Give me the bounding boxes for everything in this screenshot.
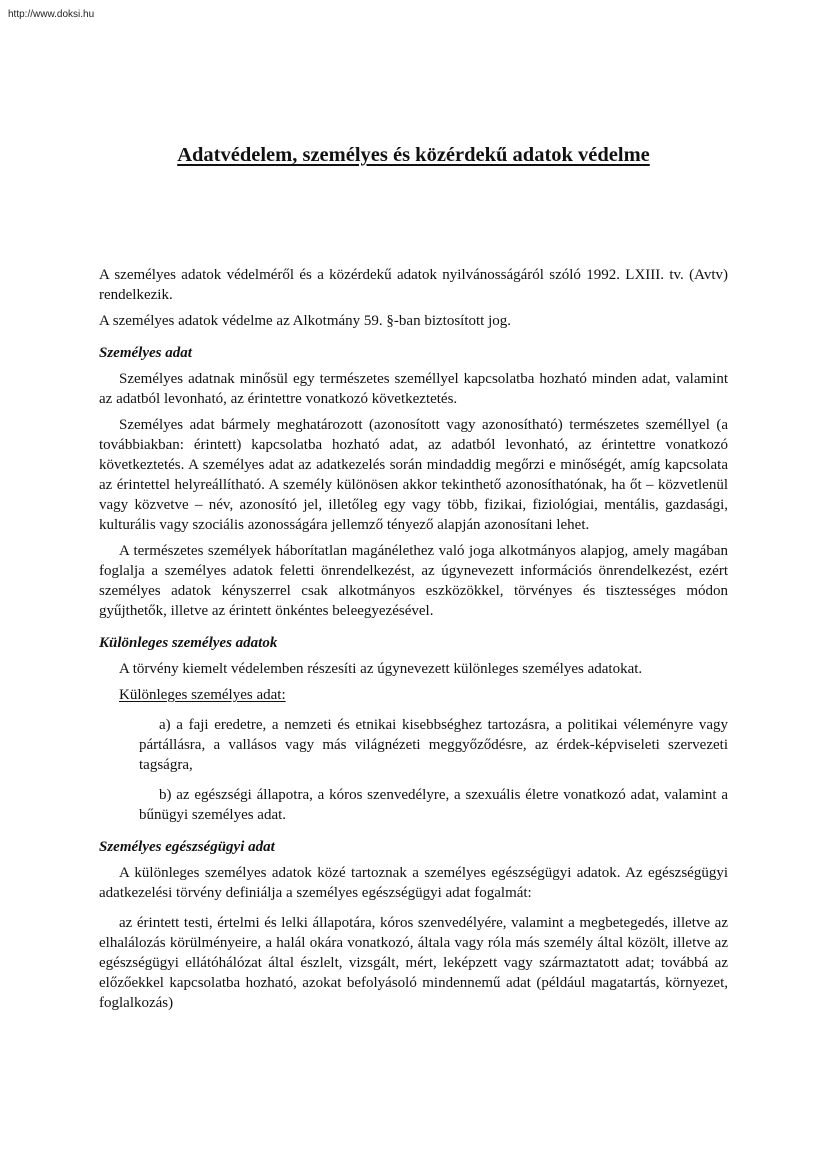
intro-paragraph: A személyes adatok védelme az Alkotmány 59. §-ban biztosított jog. [99, 313, 511, 329]
list-label-text: Különleges személyes adat: [119, 687, 286, 703]
body-paragraph: A különleges személyes adatok közé tartoznak a személyes egészségügyi adatok. Az egészségügyi adatkezelési törvény definiálja a személyes egészségügyi adat fogalmát: [99, 865, 728, 901]
list-item: a) a faji eredetre, a nemzeti és etnikai kisebbséghez tartozásra, a politikai véleményre vagy pártállásra, a vallásos vagy más világnézeti meggyőződésre, az érdek-képviseleti szervezeti tagságra, [139, 717, 728, 773]
body-paragraph: A törvény kiemelt védelemben részesíti az úgynevezett különleges személyes adatokat. [119, 661, 643, 677]
section-heading: Különleges személyes adatok [99, 635, 278, 651]
list-item: b) az egészségi állapotra, a kóros szenvedélyre, a szexuális életre vonatkozó adat, valamint a bűnügyi személyes adat. [139, 787, 728, 823]
intro-paragraph: A személyes adatok védelméről és a közérdekű adatok nyilvánosságáról szóló 1992. LXIII. tv. (Avtv) rendelkezik. [99, 267, 728, 303]
section-heading: Személyes egészségügyi adat [99, 839, 275, 855]
body-paragraph: Személyes adatnak minősül egy természetes személlyel kapcsolatba hozható minden adat, valamint az adatból levonható, az érintettre vonatkozó következtetés. [99, 371, 728, 407]
body-paragraph: A természetes személyek háborítatlan magánélethez való joga alkotmányos alapjog, amely magában foglalja a személyes adatok feletti önrendelkezést, az úgynevezett információs önrendelkezést, ezért személyes adatok kényszerrel csak alkotmányos eszközökkel, törvényes és tisztességes módon gyűjthetők, illetve az érintett önkéntes beleegyezésével. [99, 543, 728, 619]
list-label [99, 685, 728, 705]
body-paragraph: Személyes adat bármely meghatározott (azonosított vagy azonosítható) természetes személlyel (a továbbiakban: érintett) kapcsolatba hozható adat, az adatból levonható, az érintettre vonatkozó következtetés. A személyes adat az adatkezelés során mindaddig megőrzi e minőségét, amíg kapcsolata az érintettel helyreállítható. A személy különösen akkor tekinthető azonosíthatónak, ha őt – közvetlenül vagy közvetve – név, azonosító jel, illetőleg egy vagy több, fizikai, fiziológiai, mentális, gazdasági, kulturális vagy szociális azonosságára jellemző tényező alapján azonosítani lehet. [99, 417, 728, 533]
definition-paragraph: az érintett testi, értelmi és lelki állapotára, kóros szenvedélyére, valamint a megbetegedés, illetve az elhalálozás körülményeire, a halál okára vonatkozó, általa vagy róla más személy által közölt, illetve az egészségügyi ellátóhálózat által észlelt, vizsgált, mért, leképzett vagy származtatott adat; továbbá az előzőekkel kapcsolatba hozható, azokat befolyásoló mindennemű adat (például magatartás, környezet, foglalkozás) [99, 915, 728, 1011]
document-body [99, 265, 728, 1013]
source-url: http://www.doksi.hu [8, 9, 95, 20]
document-title: Adatvédelem, személyes és közérdekű adatok védelme [177, 144, 650, 166]
section-heading: Személyes adat [99, 345, 192, 361]
